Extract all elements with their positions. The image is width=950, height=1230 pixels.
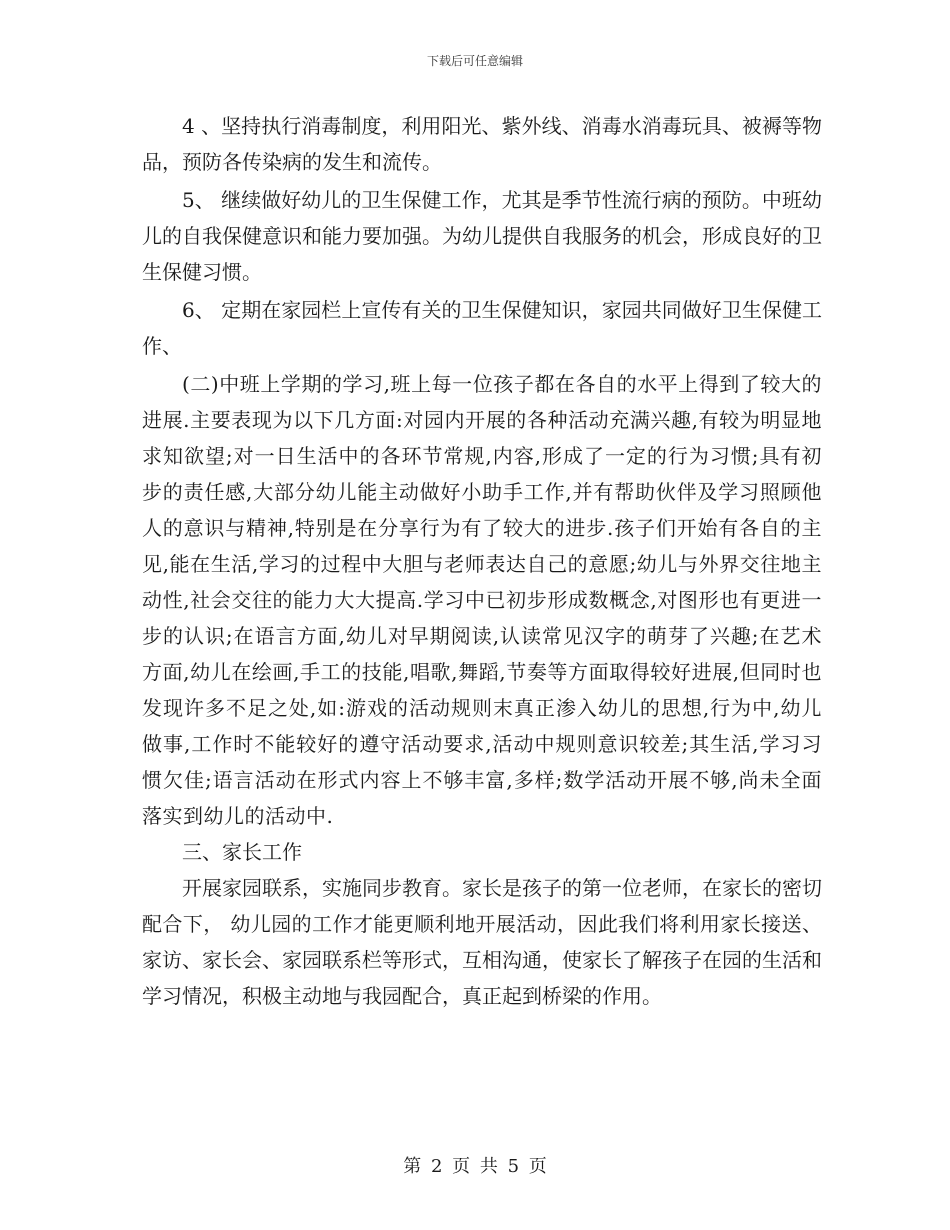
section-heading-parent-work: 三、家长工作 bbox=[182, 840, 302, 864]
paragraph-item-4: 4 、坚持执行消毒制度，利用阳光、紫外线、消毒水消毒玩具、被褥等物品，预防各传染病的发生和流传。 bbox=[142, 114, 822, 174]
paragraph-item-5: 5、 继续做好幼儿的卫生保健工作，尤其是季节性流行病的预防。中班幼儿的自我保健意识和能力要加强。为幼儿提供自我服务的机会，形成良好的卫生保健习惯。 bbox=[142, 188, 822, 284]
document-body bbox=[142, 108, 822, 1014]
paragraph-parent-work: 开展家园联系，实施同步教育。家长是孩子的第一位老师，在家长的密切配合下， 幼儿园的工作才能更顺利地开展活动，因此我们将利用家长接送、家访、家长会、家园联系栏等形式，互相沟通，使家长了解孩子在园的生活和学习情况，积极主动地与我园配合，真正起到桥梁的作用。 bbox=[142, 876, 822, 1008]
page-header: 下载后可任意编辑 bbox=[426, 54, 523, 68]
paragraph-study-summary: (二)中班上学期的学习,班上每一位孩子都在各自的水平上得到了较大的进展.主要表现为以下几方面:对园内开展的各种活动充满兴趣,有较为明显地求知欲望;对一日生活中的各环节常规,内容,形成了一定的行为习惯;具有初步的责任感,大部分幼儿能主动做好小助手工作,并有帮助伙伴及学习照顾他人的意识与精神,特别是在分享行为有了较大的进步.孩子们开始有各自的主见,能在生活,学习的过程中大胆与老师表达自己的意愿;幼儿与外界交往地主动性,社会交往的能力大大提高.学习中已初步形成数概念,对图形也有更进一步的认识;在语言方面,幼儿对早期阅读,认读常见汉字的萌芽了兴趣;在艺术方面,幼儿在绘画,手工的技能,唱歌,舞蹈,节奏等方面取得较好进展,但同时也发现许多不足之处,如:游戏的活动规则末真正渗入幼儿的思想,行为中,幼儿做事,工作时不能较好的遵守活动要求,活动中规则意识较差;其生活,学习习惯欠佳;语言活动在形式内容上不够丰富,多样;数学活动开展不够,尚未全面落实到幼儿的活动中. bbox=[142, 372, 822, 828]
paragraph-item-6: 6、 定期在家园栏上宣传有关的卫生保健知识，家园共同做好卫生保健工作、 bbox=[142, 298, 822, 358]
page-number-footer: 第 2 页 共 5 页 bbox=[403, 1156, 547, 1177]
